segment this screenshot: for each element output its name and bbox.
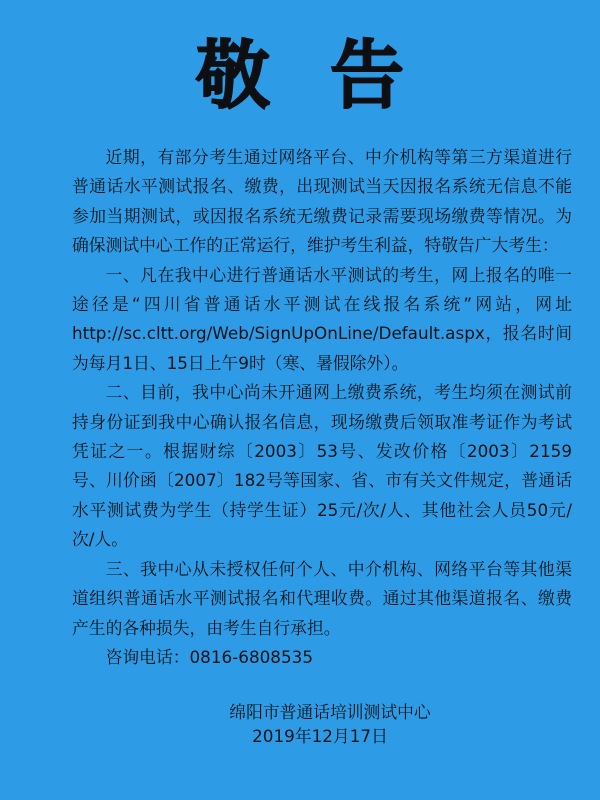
signature-block <box>0 700 600 748</box>
clause-one-paragraph: 一、凡在我中心进行普通话水平测试的考生，网上报名的唯一途径是“四川省普通话水平测试在线报名系统”网站，网址http://sc.cltt.org/Web/SignUpOnLine/Default.aspx，报名时间为每月1日、15日上午9时（寒、暑假除外）。 <box>72 264 572 373</box>
clause-three-paragraph: 三、我中心从未授权任何个人、中介机构、网络平台等其他渠道组织普通话水平测试报名和代理收费。通过其他渠道报名、缴费产生的各种损失，由考生自行承担。 <box>72 558 572 638</box>
notice-body <box>72 143 572 672</box>
intro-paragraph: 近期，有部分考生通过网络平台、中介机构等第三方渠道进行普通话水平测试报名、缴费，出现测试当天因报名系统无信息不能参加当期测试，或因报名系统无缴费记录需要现场缴费等情况。为确保测试中心工作的正常运行，维护考生利益，特敬告广大考生： <box>72 147 572 256</box>
notice-title: 敬告 <box>196 33 464 119</box>
contact-phone: 咨询电话：0816-6808535 <box>105 646 313 667</box>
issue-date: 2019年12月17日 <box>252 726 388 746</box>
issuing-organization: 绵阳市普通话培训测试中心 <box>229 702 431 722</box>
clause-two-paragraph: 二、目前，我中心尚未开通网上缴费系统，考生均须在测试前持身份证到我中心确认报名信息，现场缴费后领取准考证作为考试凭证之一。根据财综〔2003〕53号、发改价格〔2003〕2159号、川价函〔2007〕182号等国家、省、市有关文件规定，普通话水平测试费为学生（持学生证）25元/次/人、其他社会人员50元/次/人。 <box>72 382 572 550</box>
